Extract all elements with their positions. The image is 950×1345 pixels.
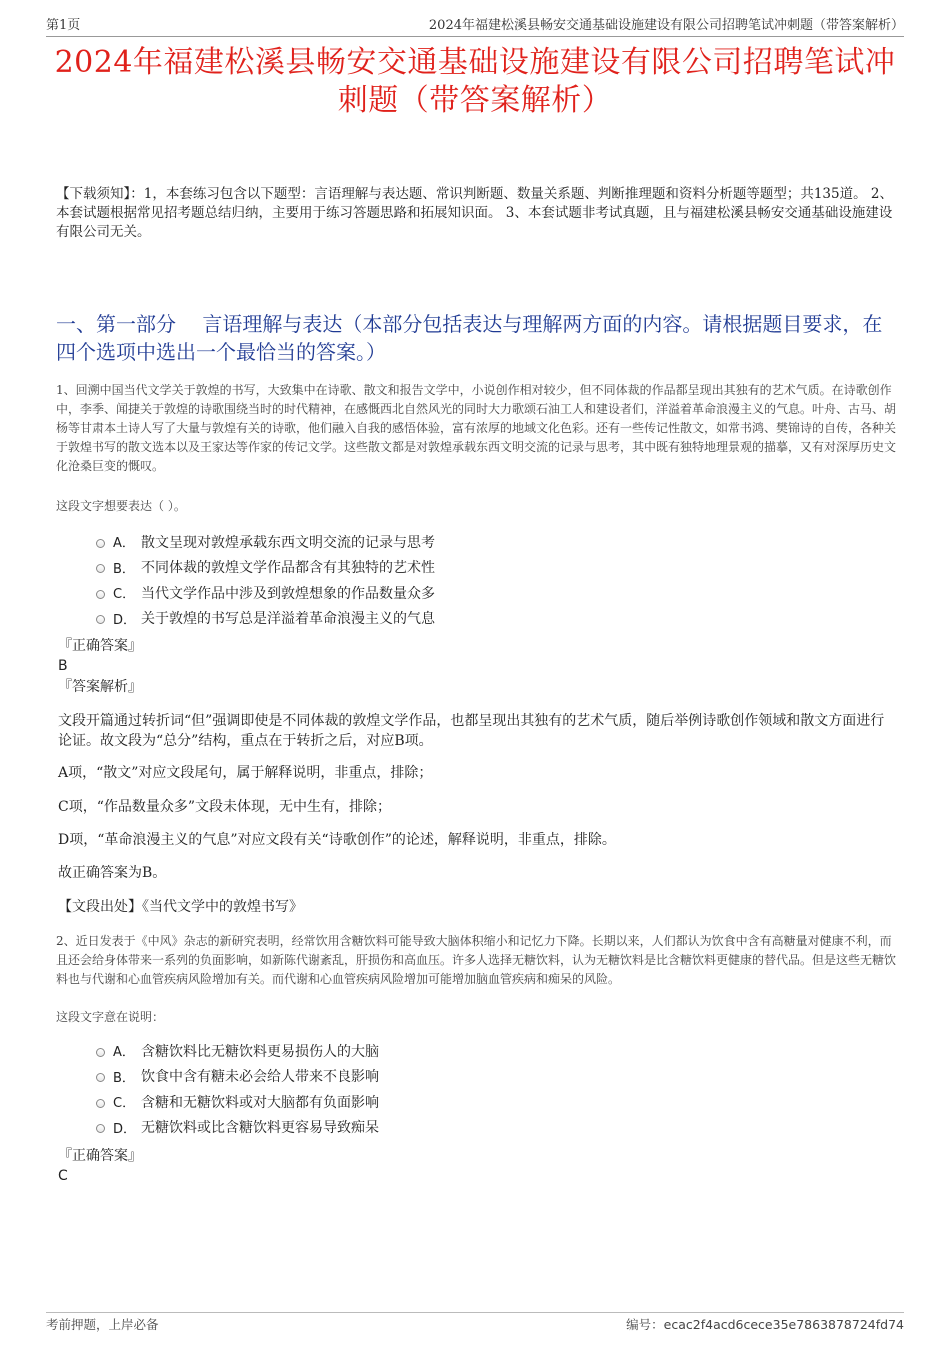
page-number: 第1页 (46, 18, 81, 33)
option-letter: A． (113, 1045, 135, 1061)
radio-icon[interactable] (96, 615, 105, 624)
q1-analysis-paragraph: C项，“作品数量众多”文段未体现，无中生有，排除； (58, 799, 392, 815)
question-2-options (96, 1038, 379, 1140)
radio-icon[interactable] (96, 564, 105, 573)
page-footer (46, 1312, 904, 1333)
question-1-options (96, 529, 435, 631)
option-text: 含糖饮料比无糖饮料更易损伤人的大脑 (141, 1043, 379, 1060)
radio-icon[interactable] (96, 1073, 105, 1082)
option-text: 散文呈现对敦煌承载东西文明交流的记录与思考 (141, 534, 435, 551)
q1-answer-label: 『正确答案』 (58, 638, 142, 654)
q2-option-c[interactable] (96, 1089, 379, 1115)
option-letter: C． (113, 1096, 136, 1112)
option-letter: C． (113, 587, 136, 603)
q2-option-b[interactable] (96, 1064, 379, 1090)
option-text: 含糖和无糖饮料或对大脑都有负面影响 (141, 1094, 379, 1111)
footer-code-label: 编号： (626, 1317, 664, 1332)
option-text: 当代文学作品中涉及到敦煌想象的作品数量众多 (141, 585, 435, 602)
q1-analysis-label: 『答案解析』 (58, 679, 142, 695)
radio-icon[interactable] (96, 1048, 105, 1057)
radio-icon[interactable] (96, 1124, 105, 1133)
download-notice: 【下载须知】：1，本套练习包含以下题型：言语理解与表达题、常识判断题、数量关系题、判断推理题和资料分析题等题型；共135道。 2、本套试题根据常见招考题总结归纳，主要用于练习答题思路和拓展知识面。 3、本套试题非考试真题，且与福建松溪县畅安交通基础设施建设有限公司无关。 (56, 186, 893, 240)
option-text: 饮食中含有糖未必会给人带来不良影响 (141, 1069, 379, 1086)
option-text: 无糖饮料或比含糖饮料更容易导致痴呆 (141, 1120, 379, 1137)
q1-analysis-paragraph: 文段开篇通过转折词“但”强调即使是不同体裁的敦煌文学作品，也都呈现出其独有的艺术气质，随后举例诗歌创作领域和散文方面进行论证。故文段为“总分”结构，重点在于转折之后，对应B项。 (58, 713, 885, 749)
q1-analysis-paragraph: A项，“散文”对应文段尾句，属于解释说明，非重点，排除； (58, 765, 433, 781)
option-letter: B． (113, 561, 135, 577)
question-1-text: 1、回溯中国当代文学关于敦煌的书写，大致集中在诗歌、散文和报告文学中，小说创作相对较少，但不同体裁的作品都呈现出其独有的艺术气质。在诗歌创作中，李季、闻捷关于敦煌的诗歌围绕当时的时代精神，在感慨西北自然风光的同时大力歌颂石油工人和建设者们，洋溢着革命浪漫主义的气息。叶舟、古马、胡杨等甘肃本土诗人写了大量与敦煌有关的诗歌，他们融入自我的感悟体验，富有浓厚的地域文化色彩。还有一些传记性散文，如常书鸿、樊锦诗的自传，各种关于敦煌书写的散文选本以及王家达等作家的传记文学。这些散文都是对敦煌承载东西文明交流的记录与思考，其中既有独特地理景观的描摹，又有对深厚历史文化沧桑巨变的慨叹。 (56, 383, 897, 473)
q1-analysis-paragraph: D项，“革命浪漫主义的气息”对应文段有关“诗歌创作”的论述，解释说明，非重点，排除。 (58, 832, 616, 848)
option-letter: A． (113, 536, 135, 552)
page-header (46, 14, 904, 37)
q2-answer-label: 『正确答案』 (58, 1148, 142, 1164)
running-title: 2024年福建松溪县畅安交通基础设施建设有限公司招聘笔试冲刺题（带答案解析） (428, 18, 904, 33)
q2-option-a[interactable] (96, 1038, 379, 1064)
document-title: 2024年福建松溪县畅安交通基础设施建设有限公司招聘笔试冲刺题（带答案解析） (54, 45, 896, 118)
question-1-prompt: 这段文字想要表达（ ）。 (56, 499, 186, 513)
option-letter: D． (113, 1121, 137, 1137)
q2-answer: C (58, 1168, 68, 1184)
q1-source: 【文段出处】《当代文学中的敦煌书写》 (58, 899, 303, 915)
section-title: 一、第一部分 言语理解与表达（本部分包括表达与理解两方面的内容。请根据题目要求，在四个选项中选出一个最恰当的答案。） (56, 312, 883, 364)
q1-option-d[interactable] (96, 606, 435, 632)
radio-icon[interactable] (96, 1099, 105, 1108)
question-2-prompt: 这段文字意在说明： (56, 1010, 165, 1024)
footer-code-wrap (626, 1315, 904, 1333)
q1-analysis-paragraph: 故正确答案为B。 (58, 865, 167, 881)
radio-icon[interactable] (96, 539, 105, 548)
q1-option-b[interactable] (96, 555, 435, 581)
option-letter: B． (113, 1070, 135, 1086)
q1-option-c[interactable] (96, 580, 435, 606)
radio-icon[interactable] (96, 590, 105, 599)
question-2-text: 2、近日发表于《中风》杂志的新研究表明，经常饮用含糖饮料可能导致大脑体积缩小和记忆力下降。长期以来，人们都认为饮食中含有高糖量对健康不利，而且还会给身体带来一系列的负面影响，如新陈代谢紊乱，肝损伤和高血压。许多人选择无糖饮料，认为无糖饮料是比含糖饮料更健康的替代品。但是这些无糖饮料也与代谢和心血管疾病风险增加有关。而代谢和心血管疾病风险增加可能增加脑血管疾病和痴呆的风险。 (56, 934, 897, 986)
footer-code: ecac2f4acd6cece35e7863878724fd74 (663, 1317, 904, 1332)
q1-option-a[interactable] (96, 529, 435, 555)
q1-answer: B (58, 658, 68, 674)
option-letter: D． (113, 612, 137, 628)
option-text: 不同体裁的敦煌文学作品都含有其独特的艺术性 (141, 560, 435, 577)
option-text: 关于敦煌的书写总是洋溢着革命浪漫主义的气息 (141, 611, 435, 628)
q2-option-d[interactable] (96, 1115, 379, 1141)
footer-slogan: 考前押题，上岸必备 (46, 1317, 159, 1332)
